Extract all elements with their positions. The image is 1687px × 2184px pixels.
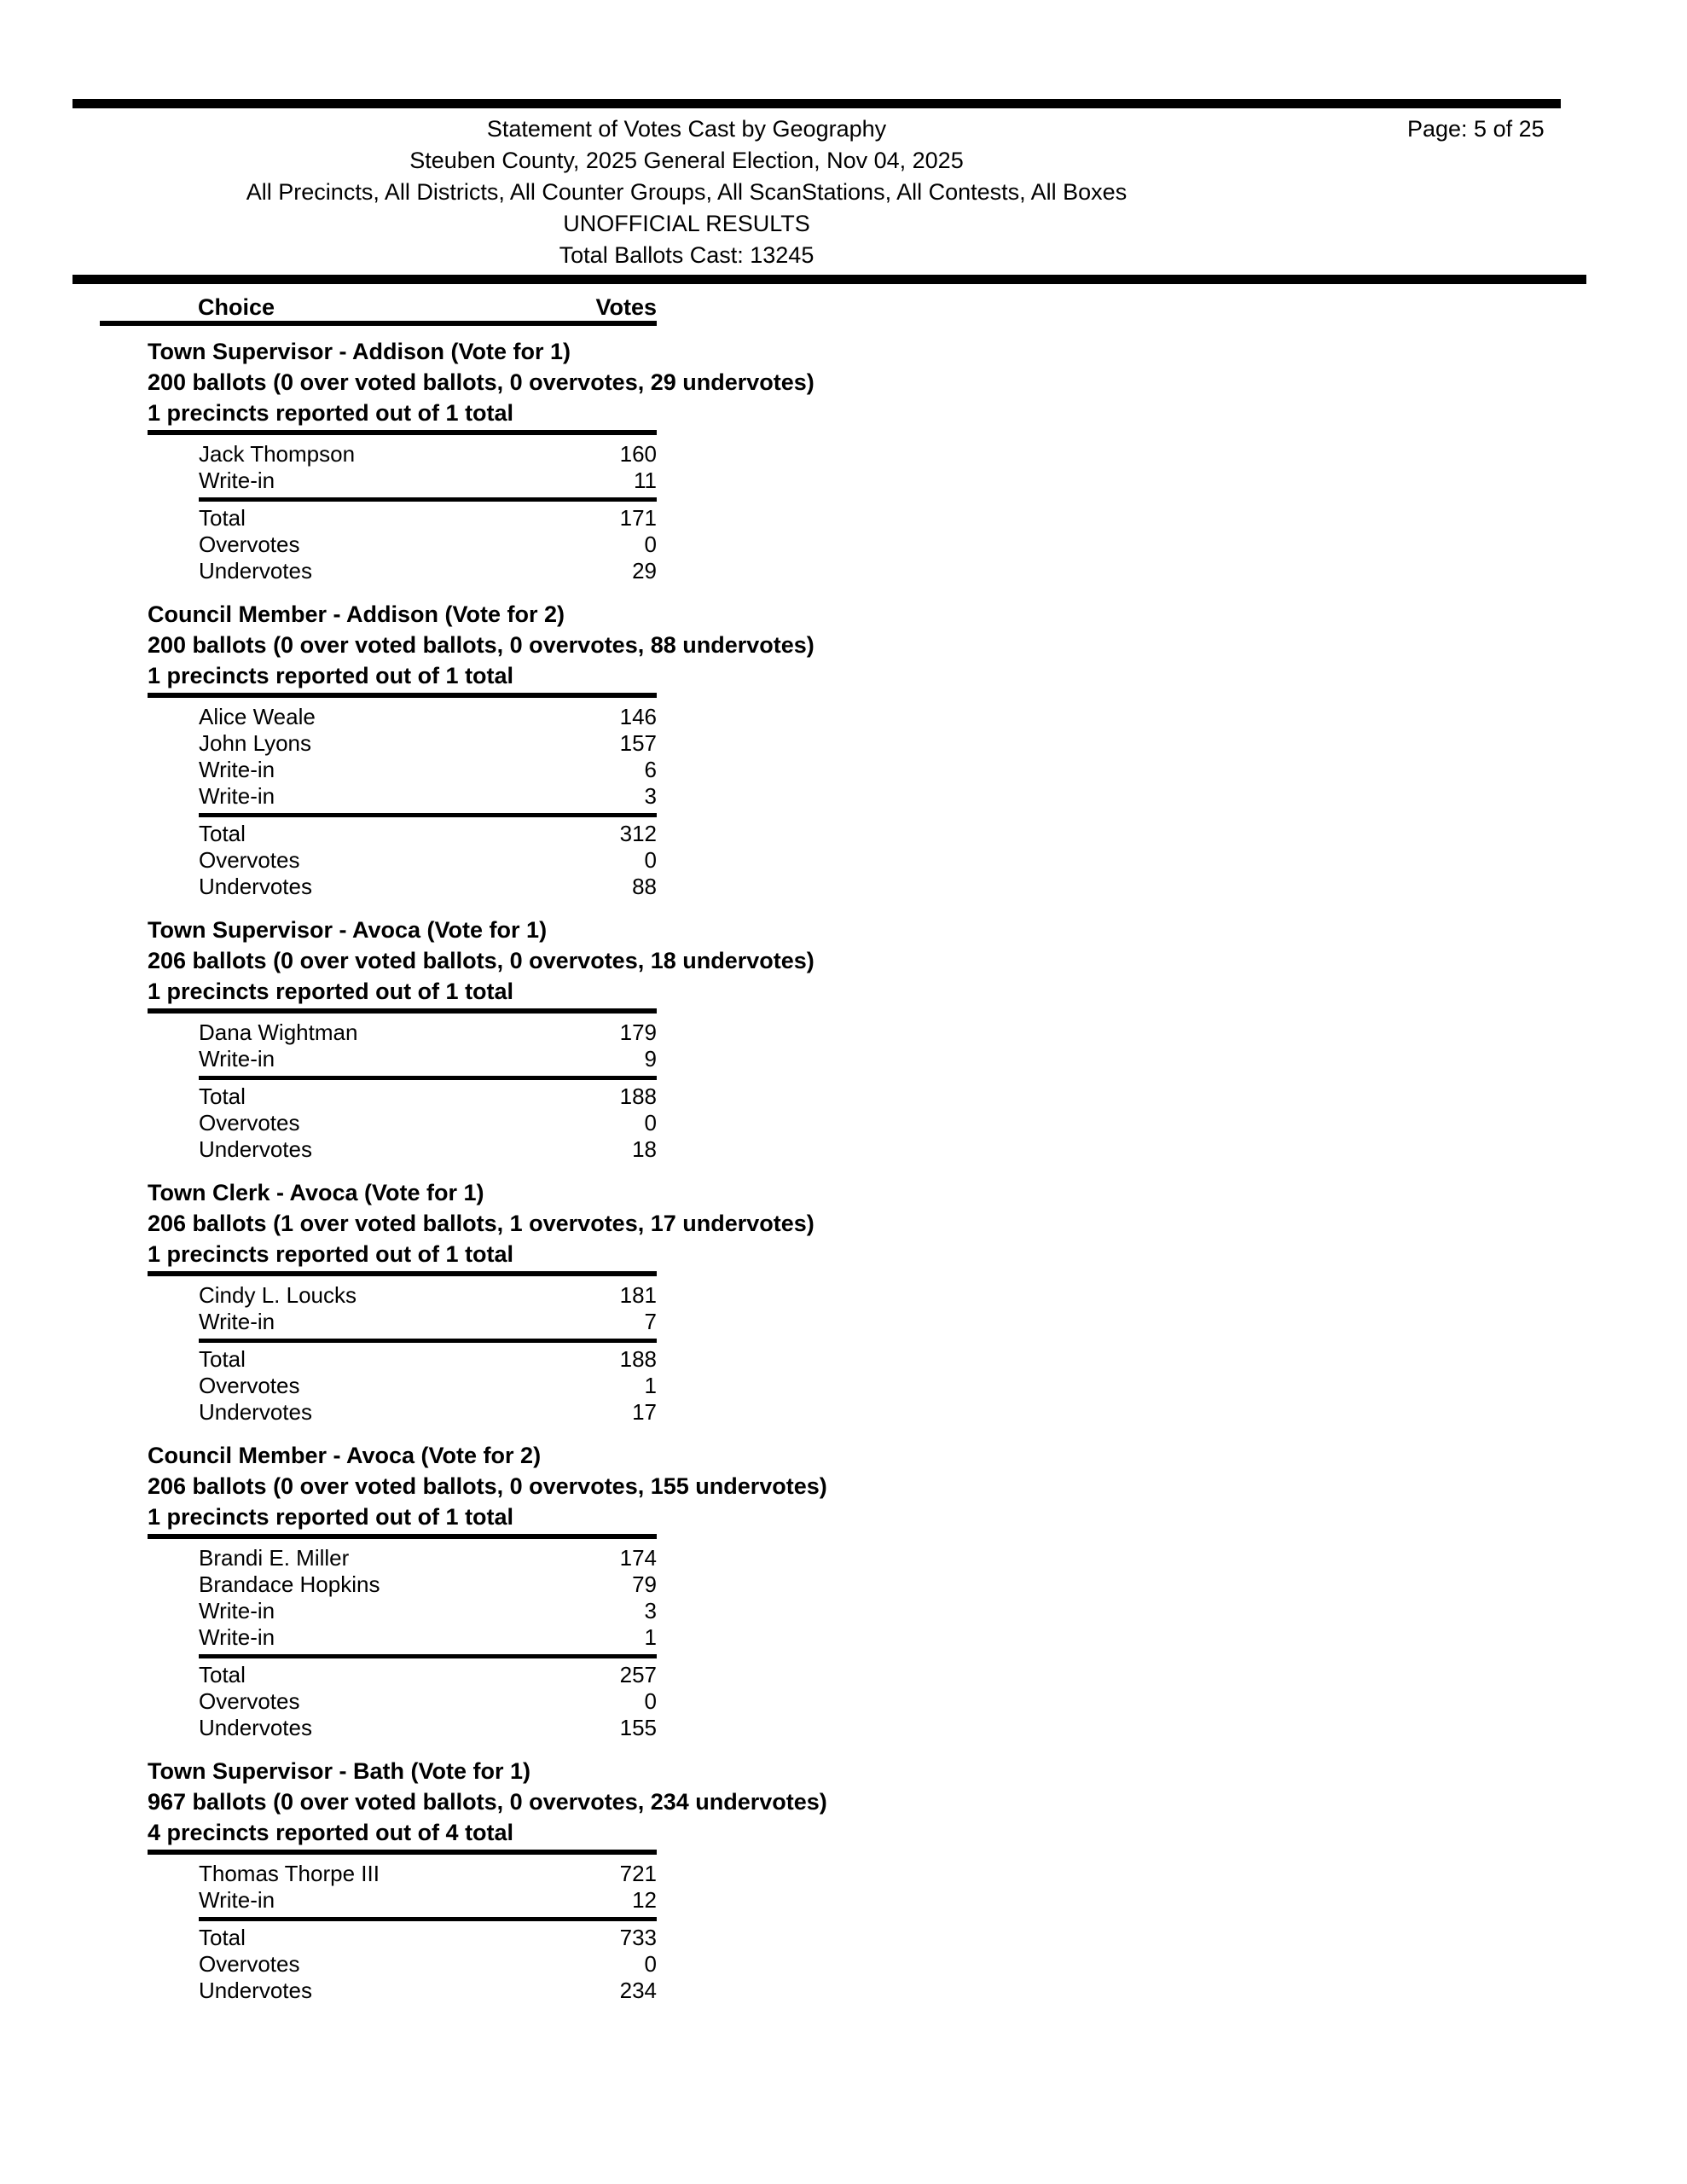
choice-name: John Lyons [199,730,312,756]
summary-label: Undervotes [199,1978,312,2003]
contest-ballots-summary: 206 ballots (0 over voted ballots, 0 overvotes, 155 undervotes) [148,1473,827,1499]
vote-count: 174 [619,1545,657,1571]
contest-ballots-summary: 967 ballots (0 over voted ballots, 0 overvotes, 234 undervotes) [148,1789,827,1815]
candidate-rows [0,1539,1687,1651]
vote-count: 88 [632,874,657,899]
summary-row [199,1346,657,1373]
vote-count: 733 [619,1925,657,1950]
summary-label: Undervotes [199,558,312,584]
summary-label: Undervotes [199,1715,312,1740]
choice-name: Write-in [199,1309,275,1334]
candidate-row [199,730,657,757]
vote-count: 181 [619,1282,657,1308]
vote-count: 12 [632,1887,657,1913]
vote-count: 11 [634,468,657,493]
summary-rows [0,1662,1687,1741]
contest-title: Council Member - Addison (Vote for 2) [148,601,565,627]
vote-count: 179 [619,1019,657,1045]
summary-label: Total [199,1346,246,1372]
contest-ballots-summary: 200 ballots (0 over voted ballots, 0 overvotes, 88 undervotes) [148,632,815,658]
contest-ballots-summary: 206 ballots (1 over voted ballots, 1 overvotes, 17 undervotes) [148,1211,815,1236]
report-title: Statement of Votes Cast by Geography [486,116,887,142]
summary-row [199,1688,657,1715]
choice-name: Alice Weale [199,704,316,729]
candidate-rows [0,435,1687,494]
contest-title: Town Supervisor - Addison (Vote for 1) [148,339,571,364]
vote-count: 3 [644,1598,657,1623]
contest-precincts-summary: 1 precincts reported out of 1 total [148,1241,514,1267]
summary-row [199,1715,657,1741]
candidate-row [199,1545,657,1571]
vote-count: 0 [644,1951,657,1977]
results-table [0,294,1687,2018]
contest-precincts-summary: 1 precincts reported out of 1 total [148,979,514,1004]
contest-title: Town Clerk - Avoca (Vote for 1) [148,1180,484,1205]
summary-label: Total [199,821,246,846]
vote-count: 188 [619,1083,657,1109]
summary-label: Overvotes [199,1951,300,1977]
summary-row [199,874,657,900]
contest-block [0,599,1687,900]
vote-count: 188 [619,1346,657,1372]
page-number: Page: 5 of 25 [1407,116,1545,142]
choice-name: Brandi E. Miller [199,1545,350,1571]
summary-rows [0,1925,1687,2004]
summary-label: Undervotes [199,1136,312,1162]
choice-name: Write-in [199,1624,275,1650]
summary-label: Total [199,1662,246,1687]
totals-rule [199,1654,657,1658]
vote-count: 79 [632,1571,657,1597]
total-ballots-cast: Total Ballots Cast: 13245 [559,242,815,268]
contest-block [0,915,1687,1163]
vote-count: 29 [632,558,657,584]
choice-name: Write-in [199,1046,275,1072]
candidate-rows [0,1276,1687,1335]
candidate-rows [0,1014,1687,1072]
summary-row [199,1083,657,1110]
vote-count: 234 [619,1978,657,2003]
choice-name: Write-in [199,468,275,493]
candidate-rows [0,1855,1687,1914]
header-divider-bar [72,275,1586,284]
vote-count: 0 [644,1688,657,1714]
contest-title: Town Supervisor - Avoca (Vote for 1) [148,917,548,943]
results-status: UNOFFICIAL RESULTS [563,211,810,236]
contest-title: Council Member - Avoca (Vote for 2) [148,1443,542,1468]
choice-name: Write-in [199,783,275,809]
vote-count: 257 [619,1662,657,1687]
vote-count: 6 [644,757,657,782]
summary-rows [0,505,1687,584]
contest-precincts-summary: 4 precincts reported out of 4 total [148,1820,514,1845]
candidate-row [199,757,657,783]
summary-row [199,1978,657,2004]
summary-row [199,1951,657,1978]
choice-name: Brandace Hopkins [199,1571,380,1597]
candidate-row [199,1019,657,1046]
summary-row [199,847,657,874]
summary-label: Overvotes [199,1110,300,1136]
candidate-row [199,468,657,494]
summary-label: Overvotes [199,1688,300,1714]
contest-title: Town Supervisor - Bath (Vote for 1) [148,1758,531,1784]
candidate-row [199,1571,657,1598]
candidate-row [199,1861,657,1887]
candidate-row [199,1282,657,1309]
summary-label: Total [199,1083,246,1109]
vote-count: 3 [644,783,657,809]
summary-row [199,1136,657,1163]
candidate-row [199,1624,657,1651]
choice-name: Write-in [199,1887,275,1913]
candidate-row [199,1309,657,1335]
candidate-row [199,1887,657,1914]
summary-row [199,531,657,558]
summary-row [199,1925,657,1951]
top-divider-bar [72,99,1561,108]
summary-label: Overvotes [199,847,300,873]
candidate-row [199,783,657,810]
candidate-rows [0,698,1687,810]
vote-count: 160 [619,441,657,467]
vote-count: 18 [632,1136,657,1162]
contest-list [0,336,1687,2004]
contest-precincts-summary: 1 precincts reported out of 1 total [148,663,514,688]
contest-block [0,1756,1687,2004]
vote-count: 9 [644,1046,657,1072]
summary-rows [0,1346,1687,1426]
choice-name: Cindy L. Loucks [199,1282,357,1308]
contest-ballots-summary: 200 ballots (0 over voted ballots, 0 overvotes, 29 undervotes) [148,369,815,395]
vote-count: 155 [619,1715,657,1740]
summary-row [199,1373,657,1399]
column-header-rule [100,321,657,326]
summary-rows [0,821,1687,900]
election-name: Steuben County, 2025 General Election, Nov 04, 2025 [409,148,964,173]
vote-count: 312 [619,821,657,846]
vote-count: 157 [619,730,657,756]
totals-rule [199,1339,657,1343]
contest-precincts-summary: 1 precincts reported out of 1 total [148,1504,514,1530]
choice-name: Write-in [199,757,275,782]
vote-count: 0 [644,531,657,557]
vote-count: 1 [644,1624,657,1650]
vote-count: 146 [619,704,657,729]
candidate-row [199,704,657,730]
summary-row [199,558,657,584]
vote-count: 17 [632,1399,657,1425]
report-header [72,113,1301,271]
totals-rule [199,813,657,817]
summary-row [199,821,657,847]
summary-row [199,1399,657,1426]
column-header-row [198,294,657,320]
vote-count: 0 [644,847,657,873]
summary-label: Undervotes [199,874,312,899]
summary-row [199,1662,657,1688]
summary-row [199,505,657,531]
vote-count: 0 [644,1110,657,1136]
choice-name: Dana Wightman [199,1019,358,1045]
contest-ballots-summary: 206 ballots (0 over voted ballots, 0 overvotes, 18 undervotes) [148,948,815,973]
choice-name: Jack Thompson [199,441,356,467]
contest-block [0,1440,1687,1741]
summary-rows [0,1083,1687,1163]
vote-count: 1 [644,1373,657,1398]
vote-count: 721 [619,1861,657,1886]
summary-label: Overvotes [199,1373,300,1398]
vote-count: 7 [644,1309,657,1334]
vote-count: 171 [619,505,657,531]
column-header-choice: Choice [198,294,275,320]
contest-block [0,1177,1687,1426]
choice-name: Write-in [199,1598,275,1623]
candidate-row [199,1046,657,1072]
summary-label: Total [199,1925,246,1950]
summary-label: Total [199,505,246,531]
contest-block [0,336,1687,584]
report-scope: All Precincts, All Districts, All Counter Groups, All ScanStations, All Contests, All Boxes [246,179,1128,205]
totals-rule [199,1076,657,1080]
summary-label: Undervotes [199,1399,312,1425]
totals-rule [199,1917,657,1921]
summary-label: Overvotes [199,531,300,557]
column-header-votes: Votes [595,294,657,320]
totals-rule [199,497,657,502]
candidate-row [199,441,657,468]
candidate-row [199,1598,657,1624]
contest-precincts-summary: 1 precincts reported out of 1 total [148,400,514,426]
choice-name: Thomas Thorpe III [199,1861,380,1886]
summary-row [199,1110,657,1136]
